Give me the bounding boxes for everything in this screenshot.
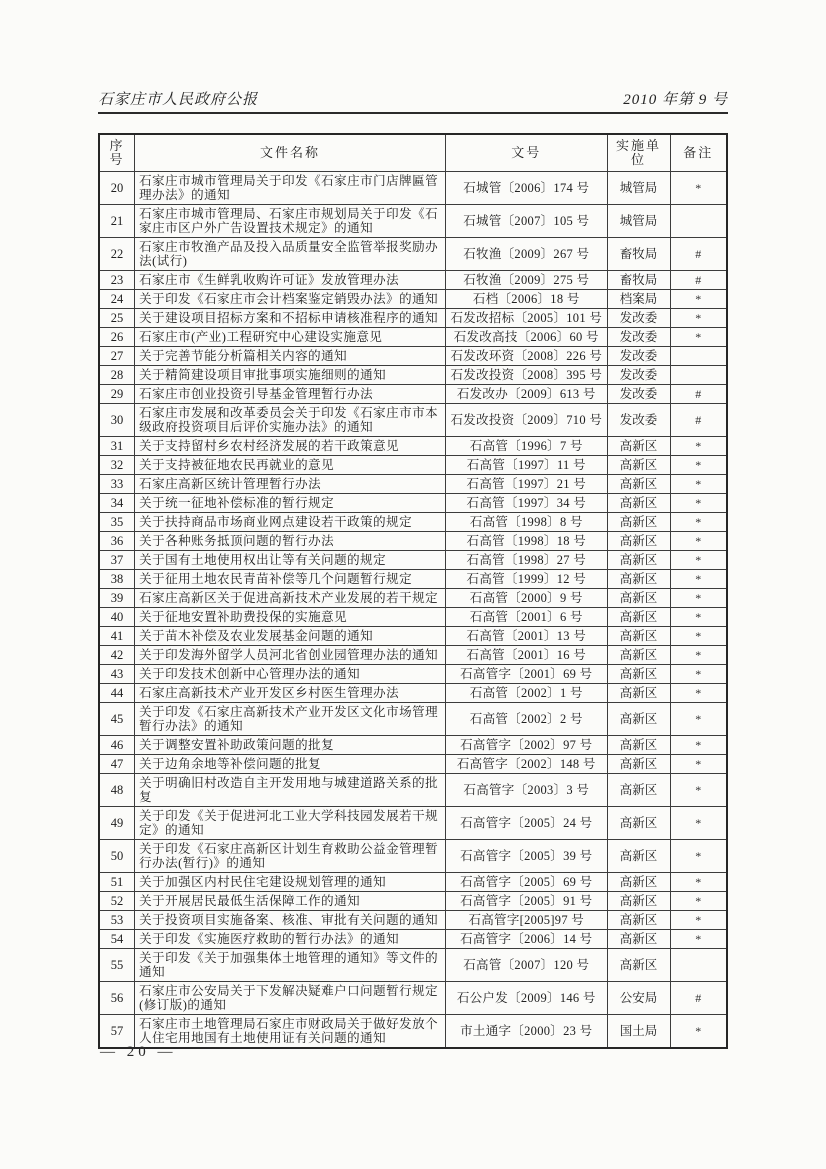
document-number: 石高管字〔2003〕3 号 xyxy=(446,774,608,807)
table-row xyxy=(99,532,727,551)
document-title: 关于印发《关于加强集体土地管理的通知》等文件的通知 xyxy=(135,949,446,982)
document-number: 石发改高技〔2006〕60 号 xyxy=(446,328,608,347)
document-title: 石家庄市牧渔产品及投入品质量安全监管举报奖励办法(试行) xyxy=(135,238,446,271)
row-serial-number: 45 xyxy=(99,703,135,736)
remark-symbol: # xyxy=(670,385,727,404)
document-title: 石家庄市城市管理局关于印发《石家庄市门店牌匾管理办法》的通知 xyxy=(135,172,446,205)
row-serial-number: 37 xyxy=(99,551,135,570)
documents-table xyxy=(98,133,728,1049)
document-number: 石高管〔2001〕13 号 xyxy=(446,627,608,646)
implementing-unit: 发改委 xyxy=(607,309,670,328)
document-number: 石高管字〔2005〕91 号 xyxy=(446,892,608,911)
row-serial-number: 41 xyxy=(99,627,135,646)
table-row xyxy=(99,589,727,608)
document-title: 关于完善节能分析篇相关内容的通知 xyxy=(135,347,446,366)
table-header-row xyxy=(99,134,727,172)
implementing-unit: 高新区 xyxy=(607,736,670,755)
row-serial-number: 56 xyxy=(99,982,135,1015)
table-row xyxy=(99,475,727,494)
implementing-unit: 高新区 xyxy=(607,703,670,736)
remark-symbol: * xyxy=(670,627,727,646)
implementing-unit: 高新区 xyxy=(607,873,670,892)
implementing-unit: 高新区 xyxy=(607,949,670,982)
row-serial-number: 48 xyxy=(99,774,135,807)
row-serial-number: 25 xyxy=(99,309,135,328)
implementing-unit: 高新区 xyxy=(607,840,670,873)
row-serial-number: 47 xyxy=(99,755,135,774)
remark-symbol: * xyxy=(670,684,727,703)
document-title: 关于扶持商品市场商业网点建设若干政策的规定 xyxy=(135,513,446,532)
document-title: 石家庄市(产业)工程研究中心建设实施意见 xyxy=(135,328,446,347)
document-number: 石档〔2006〕18 号 xyxy=(446,290,608,309)
remark-symbol: * xyxy=(670,309,727,328)
row-serial-number: 35 xyxy=(99,513,135,532)
table-row xyxy=(99,627,727,646)
document-number: 石高管〔2002〕2 号 xyxy=(446,703,608,736)
document-number: 石公户发〔2009〕146 号 xyxy=(446,982,608,1015)
document-title: 关于苗木补偿及农业发展基金问题的通知 xyxy=(135,627,446,646)
remark-symbol: * xyxy=(670,456,727,475)
document-number: 石高管〔1997〕21 号 xyxy=(446,475,608,494)
document-title: 石家庄高新区关于促进高新技术产业发展的若干规定 xyxy=(135,589,446,608)
remark-symbol: * xyxy=(670,172,727,205)
document-number: 石高管〔2001〕16 号 xyxy=(446,646,608,665)
document-title: 石家庄市城市管理局、石家庄市规划局关于印发《石家庄市区户外广告设置技术规定》的通知 xyxy=(135,205,446,238)
remark-symbol: * xyxy=(670,532,727,551)
document-title: 石家庄市土地管理局石家庄市财政局关于做好发放个人住宅用地国有土地使用证有关问题的通知 xyxy=(135,1015,446,1049)
document-number: 石发改办〔2009〕613 号 xyxy=(446,385,608,404)
remark-symbol: # xyxy=(670,404,727,437)
remark-symbol: * xyxy=(670,736,727,755)
document-number: 石城管〔2007〕105 号 xyxy=(446,205,608,238)
remark-symbol: * xyxy=(670,494,727,513)
row-serial-number: 32 xyxy=(99,456,135,475)
document-number: 石高管字〔2002〕97 号 xyxy=(446,736,608,755)
row-serial-number: 33 xyxy=(99,475,135,494)
document-number: 石高管〔2000〕9 号 xyxy=(446,589,608,608)
remark-symbol: * xyxy=(670,551,727,570)
implementing-unit: 发改委 xyxy=(607,347,670,366)
implementing-unit: 高新区 xyxy=(607,551,670,570)
implementing-unit: 高新区 xyxy=(607,513,670,532)
implementing-unit: 公安局 xyxy=(607,982,670,1015)
table-row xyxy=(99,238,727,271)
document-number: 石高管字〔2005〕69 号 xyxy=(446,873,608,892)
column-header-serial: 序号 xyxy=(99,134,135,172)
document-title: 关于征地安置补助费投保的实施意见 xyxy=(135,608,446,627)
document-number: 石牧渔〔2009〕267 号 xyxy=(446,238,608,271)
implementing-unit: 高新区 xyxy=(607,570,670,589)
remark-symbol: * xyxy=(670,755,727,774)
document-title: 关于印发《实施医疗救助的暂行办法》的通知 xyxy=(135,930,446,949)
row-serial-number: 54 xyxy=(99,930,135,949)
table-row xyxy=(99,513,727,532)
column-header-title: 文件名称 xyxy=(135,134,446,172)
document-title: 石家庄高新技术产业开发区乡村医生管理办法 xyxy=(135,684,446,703)
document-number: 石高管字[2005]97 号 xyxy=(446,911,608,930)
table-row xyxy=(99,892,727,911)
gazette-title: 石家庄市人民政府公报 xyxy=(98,92,259,108)
row-serial-number: 38 xyxy=(99,570,135,589)
row-serial-number: 57 xyxy=(99,1015,135,1049)
row-serial-number: 42 xyxy=(99,646,135,665)
row-serial-number: 43 xyxy=(99,665,135,684)
table-row xyxy=(99,646,727,665)
row-serial-number: 40 xyxy=(99,608,135,627)
issue-number: 2010 年第 9 号 xyxy=(623,92,728,108)
implementing-unit: 发改委 xyxy=(607,366,670,385)
implementing-unit: 高新区 xyxy=(607,930,670,949)
table-row xyxy=(99,205,727,238)
table-row xyxy=(99,703,727,736)
document-number: 石高管字〔2006〕14 号 xyxy=(446,930,608,949)
remark-symbol: * xyxy=(670,840,727,873)
document-title: 石家庄市创业投资引导基金管理暂行办法 xyxy=(135,385,446,404)
document-number: 石高管〔2007〕120 号 xyxy=(446,949,608,982)
row-serial-number: 50 xyxy=(99,840,135,873)
table-row xyxy=(99,385,727,404)
row-serial-number: 27 xyxy=(99,347,135,366)
document-title: 石家庄市发展和改革委员会关于印发《石家庄市市本级政府投资项目后评价实施办法》的通知 xyxy=(135,404,446,437)
column-header-remark: 备注 xyxy=(670,134,727,172)
document-number: 石高管〔1997〕11 号 xyxy=(446,456,608,475)
table-row xyxy=(99,347,727,366)
remark-symbol: * xyxy=(670,930,727,949)
document-number: 石高管〔1998〕18 号 xyxy=(446,532,608,551)
document-number: 石高管〔1996〕7 号 xyxy=(446,437,608,456)
row-serial-number: 24 xyxy=(99,290,135,309)
implementing-unit: 国土局 xyxy=(607,1015,670,1049)
document-number: 石牧渔〔2009〕275 号 xyxy=(446,271,608,290)
remark-symbol: * xyxy=(670,437,727,456)
document-number: 石高管字〔2001〕69 号 xyxy=(446,665,608,684)
table-row xyxy=(99,755,727,774)
row-serial-number: 23 xyxy=(99,271,135,290)
remark-symbol: * xyxy=(670,873,727,892)
document-number: 石高管〔1999〕12 号 xyxy=(446,570,608,589)
table-row xyxy=(99,172,727,205)
remark-symbol: * xyxy=(670,570,727,589)
document-number: 石高管〔1998〕27 号 xyxy=(446,551,608,570)
row-serial-number: 36 xyxy=(99,532,135,551)
header-rule xyxy=(98,112,728,114)
table-row xyxy=(99,774,727,807)
document-number: 石高管〔2001〕6 号 xyxy=(446,608,608,627)
document-title: 关于印发技术创新中心管理办法的通知 xyxy=(135,665,446,684)
implementing-unit: 畜牧局 xyxy=(607,238,670,271)
remark-symbol: * xyxy=(670,1015,727,1049)
document-number: 市土通字〔2000〕23 号 xyxy=(446,1015,608,1049)
document-number: 石城管〔2006〕174 号 xyxy=(446,172,608,205)
implementing-unit: 城管局 xyxy=(607,205,670,238)
row-serial-number: 51 xyxy=(99,873,135,892)
remark-symbol: * xyxy=(670,703,727,736)
page-number: — 20 — xyxy=(100,1044,177,1060)
row-serial-number: 26 xyxy=(99,328,135,347)
remark-symbol: # xyxy=(670,271,727,290)
document-title: 关于印发《关于促进河北工业大学科技园发展若干规定》的通知 xyxy=(135,807,446,840)
implementing-unit: 高新区 xyxy=(607,475,670,494)
implementing-unit: 高新区 xyxy=(607,665,670,684)
row-serial-number: 31 xyxy=(99,437,135,456)
implementing-unit: 档案局 xyxy=(607,290,670,309)
table-row xyxy=(99,309,727,328)
table-row xyxy=(99,456,727,475)
document-number: 石高管字〔2005〕39 号 xyxy=(446,840,608,873)
document-title: 关于印发《石家庄高新技术产业开发区文化市场管理暂行办法》的通知 xyxy=(135,703,446,736)
table-row xyxy=(99,807,727,840)
row-serial-number: 22 xyxy=(99,238,135,271)
row-serial-number: 53 xyxy=(99,911,135,930)
table-row xyxy=(99,840,727,873)
running-header xyxy=(98,88,728,109)
document-title: 关于边角余地等补偿问题的批复 xyxy=(135,755,446,774)
table-row xyxy=(99,873,727,892)
table-row xyxy=(99,608,727,627)
row-serial-number: 55 xyxy=(99,949,135,982)
implementing-unit: 高新区 xyxy=(607,589,670,608)
document-title: 关于印发《石家庄市会计档案鉴定销毁办法》的通知 xyxy=(135,290,446,309)
implementing-unit: 高新区 xyxy=(607,456,670,475)
table-row xyxy=(99,665,727,684)
document-number: 石发改投资〔2009〕710 号 xyxy=(446,404,608,437)
implementing-unit: 城管局 xyxy=(607,172,670,205)
document-title: 关于加强区内村民住宅建设规划管理的通知 xyxy=(135,873,446,892)
document-number: 石发改环资〔2008〕226 号 xyxy=(446,347,608,366)
document-title: 关于印发《石家庄高新区计划生育救助公益金管理暂行办法(暂行)》的通知 xyxy=(135,840,446,873)
document-title: 关于精简建设项目审批事项实施细则的通知 xyxy=(135,366,446,385)
document-number: 石发改投资〔2008〕395 号 xyxy=(446,366,608,385)
remark-symbol xyxy=(670,949,727,982)
table-row xyxy=(99,930,727,949)
document-title: 关于统一征地补偿标准的暂行规定 xyxy=(135,494,446,513)
document-title: 关于征用土地农民青苗补偿等几个问题暂行规定 xyxy=(135,570,446,589)
remark-symbol: * xyxy=(670,911,727,930)
document-title: 关于建设项目招标方案和不招标申请核准程序的通知 xyxy=(135,309,446,328)
table-row xyxy=(99,570,727,589)
table-row xyxy=(99,949,727,982)
implementing-unit: 高新区 xyxy=(607,646,670,665)
table-row xyxy=(99,271,727,290)
document-title: 关于明确旧村改造自主开发用地与城建道路关系的批复 xyxy=(135,774,446,807)
document-title: 关于支持被征地农民再就业的意见 xyxy=(135,456,446,475)
implementing-unit: 高新区 xyxy=(607,892,670,911)
implementing-unit: 高新区 xyxy=(607,627,670,646)
remark-symbol: * xyxy=(670,608,727,627)
implementing-unit: 高新区 xyxy=(607,911,670,930)
document-title: 石家庄市公安局关于下发解决疑难户口问题暂行规定(修订版)的通知 xyxy=(135,982,446,1015)
implementing-unit: 高新区 xyxy=(607,608,670,627)
document-title: 关于调整安置补助政策问题的批复 xyxy=(135,736,446,755)
implementing-unit: 高新区 xyxy=(607,684,670,703)
row-serial-number: 30 xyxy=(99,404,135,437)
row-serial-number: 44 xyxy=(99,684,135,703)
implementing-unit: 发改委 xyxy=(607,404,670,437)
implementing-unit: 发改委 xyxy=(607,385,670,404)
row-serial-number: 46 xyxy=(99,736,135,755)
remark-symbol: * xyxy=(670,807,727,840)
implementing-unit: 高新区 xyxy=(607,437,670,456)
remark-symbol: # xyxy=(670,982,727,1015)
row-serial-number: 34 xyxy=(99,494,135,513)
table-row xyxy=(99,494,727,513)
remark-symbol: * xyxy=(670,892,727,911)
remark-symbol: * xyxy=(670,646,727,665)
remark-symbol: * xyxy=(670,513,727,532)
remark-symbol: * xyxy=(670,475,727,494)
document-number: 石发改招标〔2005〕101 号 xyxy=(446,309,608,328)
table-row xyxy=(99,366,727,385)
remark-symbol: * xyxy=(670,589,727,608)
document-number: 石高管字〔2005〕24 号 xyxy=(446,807,608,840)
table-row xyxy=(99,684,727,703)
document-number: 石高管〔2002〕1 号 xyxy=(446,684,608,703)
row-serial-number: 52 xyxy=(99,892,135,911)
implementing-unit: 高新区 xyxy=(607,494,670,513)
table-row xyxy=(99,911,727,930)
row-serial-number: 21 xyxy=(99,205,135,238)
document-title: 关于支持留村乡农村经济发展的若干政策意见 xyxy=(135,437,446,456)
remark-symbol xyxy=(670,347,727,366)
remark-symbol: * xyxy=(670,290,727,309)
implementing-unit: 高新区 xyxy=(607,755,670,774)
table-row xyxy=(99,437,727,456)
remark-symbol: # xyxy=(670,238,727,271)
table-row xyxy=(99,736,727,755)
document-title: 关于印发海外留学人员河北省创业园管理办法的通知 xyxy=(135,646,446,665)
table-row xyxy=(99,404,727,437)
table-row xyxy=(99,328,727,347)
remark-symbol: * xyxy=(670,328,727,347)
table-row xyxy=(99,982,727,1015)
implementing-unit: 发改委 xyxy=(607,328,670,347)
document-number: 石高管〔1998〕8 号 xyxy=(446,513,608,532)
implementing-unit: 高新区 xyxy=(607,774,670,807)
implementing-unit: 畜牧局 xyxy=(607,271,670,290)
implementing-unit: 高新区 xyxy=(607,807,670,840)
document-number: 石高管〔1997〕34 号 xyxy=(446,494,608,513)
document-title: 关于开展居民最低生活保障工作的通知 xyxy=(135,892,446,911)
column-header-docno: 文号 xyxy=(446,134,608,172)
remark-symbol: * xyxy=(670,774,727,807)
document-title: 关于各种账务抵顶问题的暂行办法 xyxy=(135,532,446,551)
document-number: 石高管字〔2002〕148 号 xyxy=(446,755,608,774)
remark-symbol: * xyxy=(670,665,727,684)
table-row xyxy=(99,1015,727,1049)
remark-symbol xyxy=(670,205,727,238)
row-serial-number: 28 xyxy=(99,366,135,385)
row-serial-number: 49 xyxy=(99,807,135,840)
document-title: 石家庄高新区统计管理暂行办法 xyxy=(135,475,446,494)
column-header-unit: 实施单位 xyxy=(607,134,670,172)
row-serial-number: 20 xyxy=(99,172,135,205)
document-title: 关于投资项目实施备案、核准、审批有关问题的通知 xyxy=(135,911,446,930)
implementing-unit: 高新区 xyxy=(607,532,670,551)
row-serial-number: 39 xyxy=(99,589,135,608)
row-serial-number: 29 xyxy=(99,385,135,404)
document-title: 关于国有土地使用权出让等有关问题的规定 xyxy=(135,551,446,570)
table-row xyxy=(99,551,727,570)
remark-symbol xyxy=(670,366,727,385)
table-row xyxy=(99,290,727,309)
document-title: 石家庄市《生鲜乳收购许可证》发放管理办法 xyxy=(135,271,446,290)
